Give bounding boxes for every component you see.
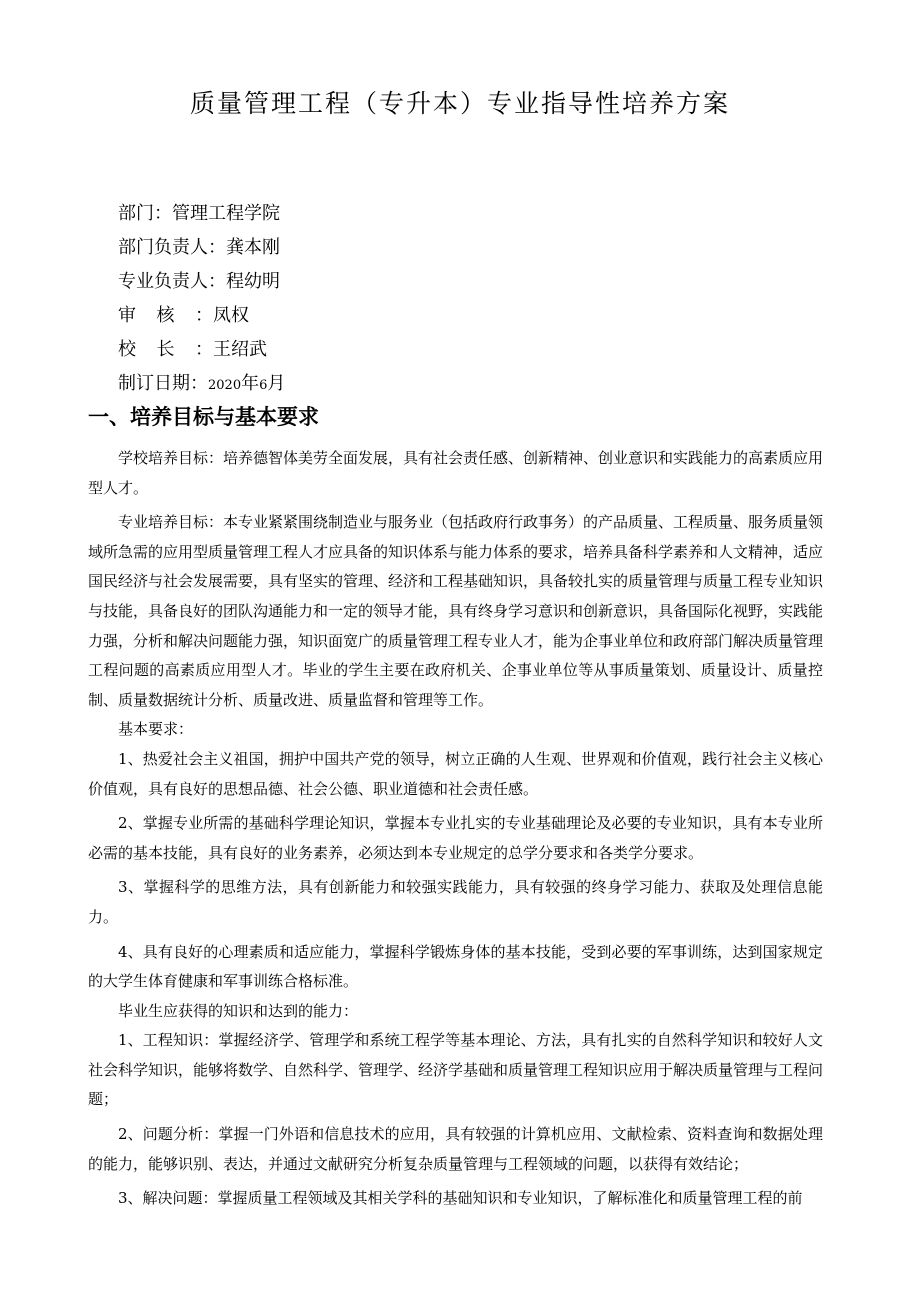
meta-department-head-label: 部门负责人： bbox=[118, 237, 226, 258]
basic-requirement-item: 3、掌握科学的思维方法，具有创新能力和较强实践能力，具有较强的终身学习能力、获取及处理信息能力。 bbox=[88, 878, 823, 926]
meta-department-label: 部门： bbox=[118, 203, 172, 224]
meta-department-head-value: 龚本刚 bbox=[226, 237, 280, 258]
meta-revision-date bbox=[118, 367, 285, 401]
basic-requirement-item: 4、具有良好的心理素质和适应能力，掌握科学锻炼身体的基本技能，受到必要的军事训练，达到国家规定的大学生体育健康和军事训练合格标准。 bbox=[88, 942, 823, 991]
basic-requirement-item: 2、掌握专业所需的基础科学理论知识，掌握本专业扎实的专业基础理论及必要的专业知识，具有本专业所必需的基本技能，具有良好的业务素养，必须达到本专业规定的总学分要求和各类学分要求。 bbox=[88, 814, 823, 862]
section-body bbox=[88, 444, 823, 1214]
graduate-ability-item: 3、解决问题：掌握质量工程领域及其相关学科的基础知识和专业知识，了解标准化和质量管理工程的前 bbox=[118, 1189, 803, 1208]
graduate-abilities-label: 毕业生应获得的知识和达到的能力： bbox=[118, 1001, 359, 1020]
meta-president-value: 王绍武 bbox=[213, 339, 267, 360]
meta-major-head-value: 程幼明 bbox=[226, 271, 280, 292]
meta-revision-year-unit: 年 bbox=[241, 373, 260, 394]
document-title: 质量管理工程（专升本）专业指导性培养方案 bbox=[189, 89, 730, 118]
graduate-ability-item: 1、工程知识：掌握经济学、管理学和系统工程学等基本理论、方法，具有扎实的自然科学知识和较好人文社会科学知识，能够将数学、自然科学、管理学、经济学基础和质量管理工程知识应用于解决质量管理与工程问题； bbox=[88, 1031, 824, 1109]
meta-revision-month: 6 bbox=[259, 378, 268, 393]
meta-major-head-label: 专业负责人： bbox=[118, 271, 226, 292]
meta-reviewer bbox=[118, 299, 285, 333]
meta-department-head bbox=[118, 231, 285, 265]
meta-revision-month-unit: 月 bbox=[267, 373, 286, 394]
meta-major-head bbox=[118, 265, 285, 299]
meta-department-value: 管理工程学院 bbox=[172, 203, 280, 224]
graduate-ability-item: 2、问题分析：掌握一门外语和信息技术的应用，具有较强的计算机应用、文献检索、资料查询和数据处理的能力，能够识别、表达，并通过文献研究分析复杂质量管理与工程领域的问题，以获得有效结论； bbox=[88, 1125, 823, 1173]
meta-reviewer-label: 审核： bbox=[118, 305, 213, 326]
major-goal-paragraph: 专业培养目标：本专业紧紧围绕制造业与服务业（包括政府行政事务）的产品质量、工程质量、服务质量领域所急需的应用型质量管理工程人才应具备的知识体系与能力体系的要求，培养具备科学素养和人文精神，适应国民经济与社会发展需要，具有坚实的管理、经济和工程基础知识，具备较扎实的质量管理与质量工程专业知识与技能，具备良好的团队沟通能力和一定的领导才能，具有终身学习意识和创新意识，具备国际化视野，实践能力强，分析和解决问题能力强，知识面宽广的质量管理工程专业人才，能为企事业单位和政府部门解决质量管理工程问题的高素质应用型人才。毕业的学生主要在政府机关、企事业单位等从事质量策划、质量设计、质量控制、质量数据统计分析、质量改进、质量监督和管理等工作。 bbox=[88, 513, 824, 709]
meta-revision-date-label: 制订日期： bbox=[118, 373, 208, 394]
meta-reviewer-value: 凤权 bbox=[213, 305, 249, 326]
school-goal-paragraph: 学校培养目标：培养德智体美劳全面发展，具有社会责任感、创新精神、创业意识和实践能力的高素质应用型人才。 bbox=[88, 449, 824, 497]
section-heading: 一、培养目标与基本要求 bbox=[88, 405, 319, 429]
meta-department bbox=[118, 197, 285, 231]
basic-requirements-label: 基本要求： bbox=[118, 720, 194, 739]
meta-president bbox=[118, 333, 285, 367]
document-meta bbox=[118, 197, 285, 401]
meta-president-label: 校长： bbox=[118, 339, 213, 360]
basic-requirement-item: 1、热爱社会主义祖国，拥护中国共产党的领导，树立正确的人生观、世界观和价值观，践行社会主义核心价值观，具有良好的思想品德、社会公德、职业道德和社会责任感。 bbox=[88, 749, 823, 798]
meta-revision-year: 2020 bbox=[208, 378, 242, 393]
